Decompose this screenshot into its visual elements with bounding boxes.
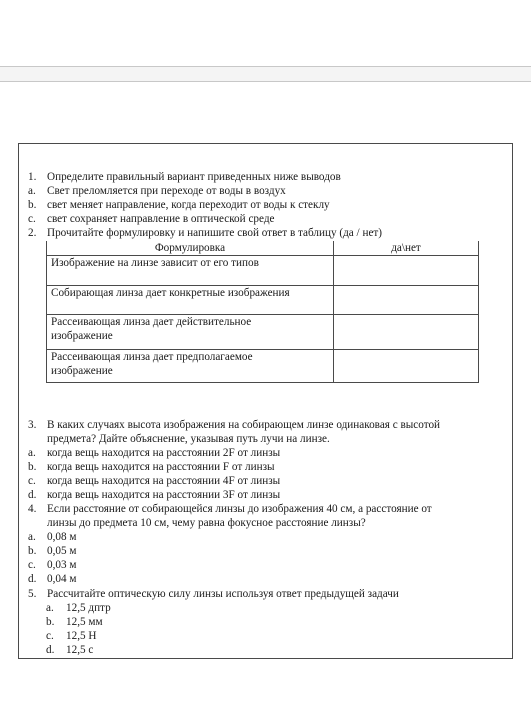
question-text: Прочитайте формулировку и напишите свой ответ в таблицу (да / нет) <box>47 227 383 239</box>
option-text: когда вещь находится на расстоянии 3F от линзы <box>47 489 281 501</box>
option-text: когда вещь находится на расстоянии 4F от линзы <box>47 475 281 487</box>
question-number: 5. <box>28 588 37 600</box>
table-row <box>47 286 479 315</box>
table-row <box>47 315 479 350</box>
question-text: Определите правильный вариант приведенных ниже выводов <box>47 171 341 183</box>
option-text: когда вещь находится на расстоянии F от линзы <box>47 461 275 473</box>
answer-cell[interactable] <box>334 315 479 350</box>
answer-cell[interactable] <box>334 286 479 315</box>
option-text: 12,5 с <box>66 644 94 656</box>
option-mark: c. <box>28 475 36 487</box>
option-text: 0,03 м <box>47 559 77 571</box>
option-mark: d. <box>46 644 55 656</box>
option-text: 12,5 дптр <box>66 602 111 614</box>
option-mark: c. <box>28 559 36 571</box>
question-text: Если расстояние от собирающейся линзы до изображения 40 см, а расстояние от <box>47 503 432 515</box>
statement-text: Рассеивающая линза дает действительное <box>51 316 252 328</box>
table-header-answer: да\нет <box>334 241 479 256</box>
option-mark: c. <box>28 213 36 225</box>
question-text: Рассчитайте оптическую силу линзы используя ответ предыдущей задачи <box>47 588 399 600</box>
answer-cell[interactable] <box>334 256 479 286</box>
question-text-cont: предмета? Дайте объяснение, указывая путь лучи на линзе. <box>47 433 330 445</box>
option-mark: b. <box>28 545 37 557</box>
statement-cell <box>47 286 334 315</box>
option-text: когда вещь находится на расстоянии 2F от линзы <box>47 447 281 459</box>
table-row <box>47 256 479 286</box>
statement-cell <box>47 315 334 350</box>
question-number: 2. <box>28 227 37 239</box>
statement-text-cont: изображение <box>51 330 113 342</box>
question-number: 1. <box>28 171 37 183</box>
statement-text-cont: изображение <box>51 365 113 377</box>
question-number: 3. <box>28 419 37 431</box>
answer-cell[interactable] <box>334 350 479 383</box>
table-header-statement: Формулировка <box>47 241 334 256</box>
question-number: 4. <box>28 503 37 515</box>
statement-text: Собирающая линза дает конкретные изображения <box>51 287 290 299</box>
option-text: свет меняет направление, когда переходит от воды к стеклу <box>47 199 330 211</box>
question-text-cont: линзы до предмета 10 см, чему равна фокусное расстояние линзы? <box>47 517 366 529</box>
option-mark: b. <box>28 199 37 211</box>
option-text: свет сохраняет направление в оптической среде <box>47 213 275 225</box>
toolbar-area <box>0 0 531 66</box>
option-mark: a. <box>28 531 36 543</box>
option-text: 12,5 Н <box>66 630 97 642</box>
option-text: Свет преломляется при переходе от воды в воздух <box>47 185 286 197</box>
option-mark: a. <box>28 185 36 197</box>
option-mark: d. <box>28 573 37 585</box>
document-ruler <box>0 66 531 82</box>
table-row <box>47 350 479 383</box>
option-mark: b. <box>46 616 55 628</box>
option-mark: c. <box>46 630 54 642</box>
option-text: 0,05 м <box>47 545 77 557</box>
statement-cell <box>47 350 334 383</box>
statement-text: Рассеивающая линза дает предполагаемое <box>51 351 253 363</box>
option-text: 12,5 мм <box>66 616 103 628</box>
question-text: В каких случаях высота изображения на собирающем линзе одинаковая с высотой <box>47 419 441 431</box>
statement-cell <box>47 256 334 286</box>
option-text: 0,04 м <box>47 573 77 585</box>
option-mark: a. <box>46 602 54 614</box>
option-mark: a. <box>28 447 36 459</box>
statement-text: Изображение на линзе зависит от его типов <box>51 257 259 269</box>
option-mark: b. <box>28 461 37 473</box>
option-mark: d. <box>28 489 37 501</box>
answer-table <box>46 241 479 383</box>
option-text: 0,08 м <box>47 531 77 543</box>
